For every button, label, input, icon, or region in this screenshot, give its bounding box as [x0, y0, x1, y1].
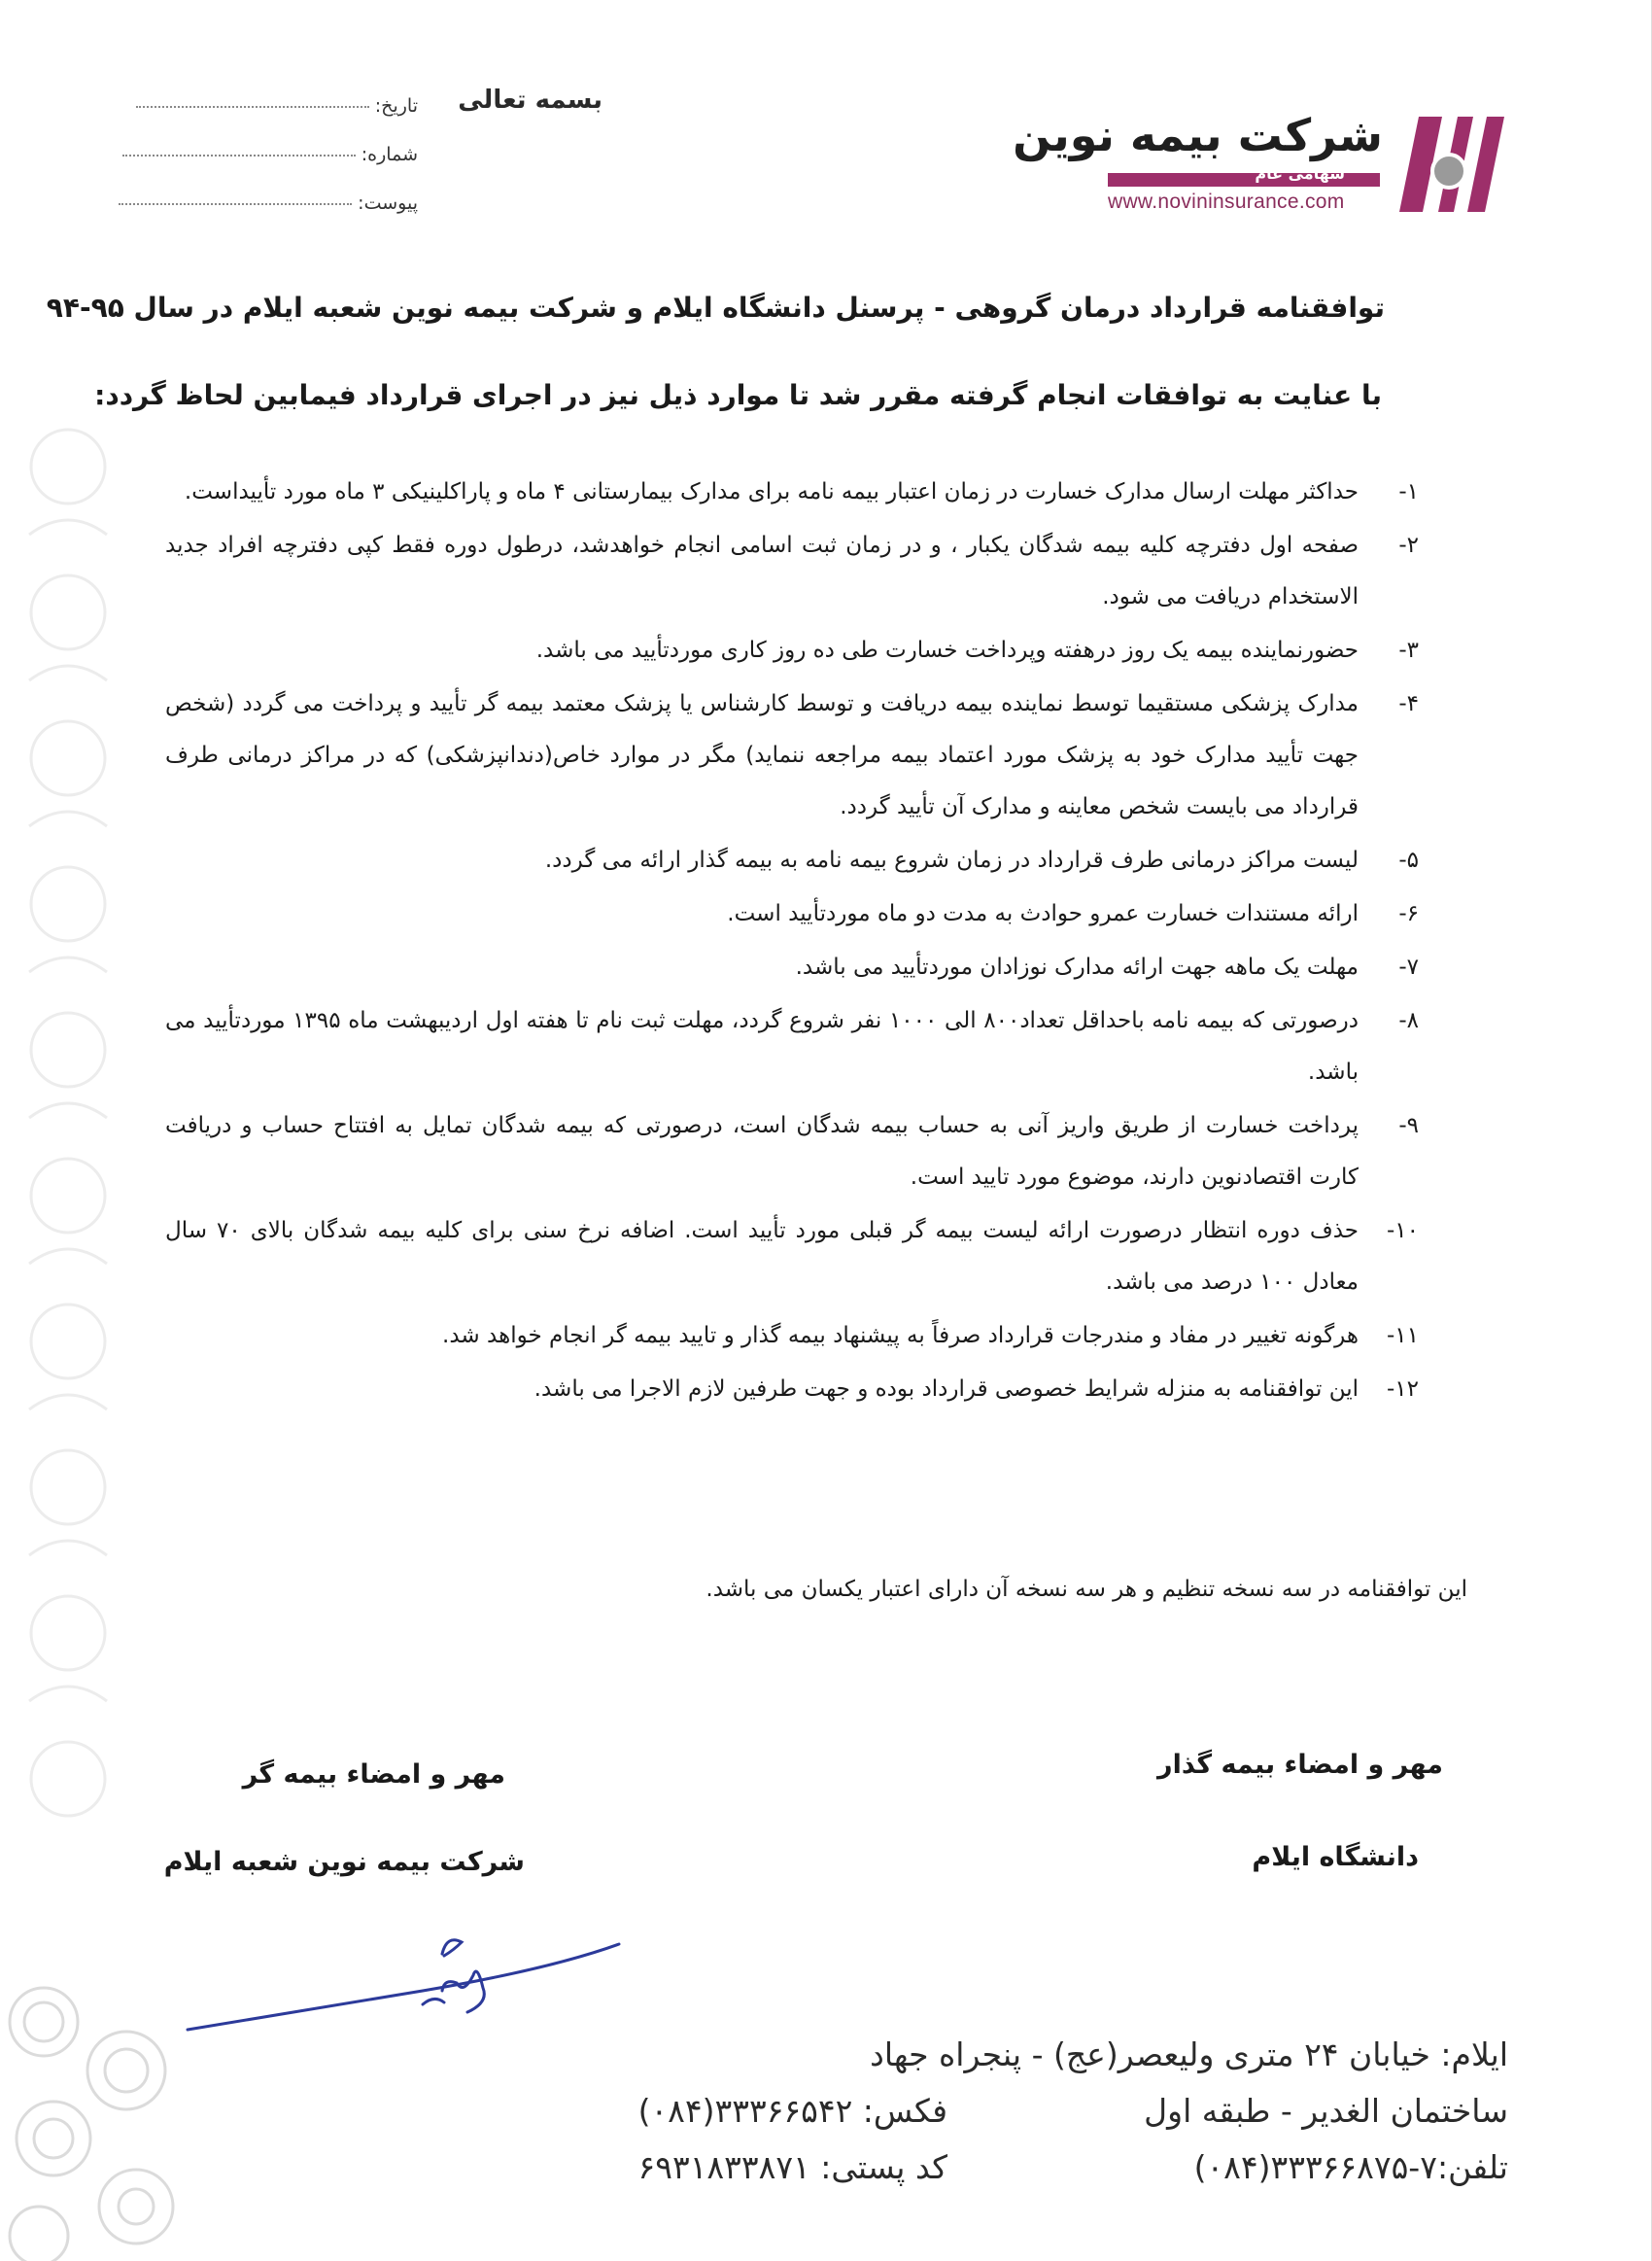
list-item	[165, 1205, 1419, 1308]
address-line-1: ایلام: خیابان ۲۴ متری ولیعصر(عج) - پنجراه جهاد	[870, 2035, 1508, 2073]
item-text: پرداخت خسارت از طریق واریز آنی به حساب بیمه شدگان است، درصورتی که بیمه شدگان تمایل به افتتاح حساب و دریافت کارت اقتصادنوین دارند، موضوع مورد تایید است.	[165, 1113, 1359, 1190]
item-text: لیست مراکز درمانی طرف قرارداد در زمان شروع بیمه نامه به بیمه گذار ارائه می گردد.	[544, 848, 1359, 873]
list-item	[165, 995, 1419, 1098]
list-item	[165, 835, 1419, 887]
terms-list	[165, 467, 1419, 1417]
closing-statement: این توافقنامه در سه نسخه تنظیم و هر سه نسخه آن دارای اعتبار یکسان می باشد.	[706, 1577, 1467, 1602]
number-label: شماره:	[361, 144, 418, 165]
item-text: مدارک پزشکی مستقیما توسط نماینده بیمه دریافت و توسط کارشناس یا پزشک معتمد بیمه گر تأیید و پرداخت می گردد (شخص جهت تأیید مدارک خود به پزشک مورد اعتماد بیمه مراجعه ننماید) مگر در موارد خاص(دندانپزشکی) که در مراکز درمانی طرف قرارداد می بایست شخص معاینه و مدارک آن تأیید گردد.	[165, 691, 1359, 819]
date-dotted-line	[136, 106, 369, 108]
company-name-logo: شرکت بیمه نوین	[1013, 109, 1383, 161]
date-label: تاریخ:	[374, 95, 418, 117]
item-number: ۵-	[1398, 848, 1419, 873]
list-item	[165, 520, 1419, 623]
list-item	[165, 1100, 1419, 1203]
attachment-field	[119, 192, 418, 214]
item-number: ۱۰-	[1386, 1218, 1419, 1243]
insurer-name: شرکت بیمه نوین شعبه ایلام	[163, 1847, 525, 1877]
item-number: ۶-	[1398, 901, 1419, 926]
document-title: توافقنامه قرارداد درمان گروهی - پرسنل دانشگاه ایلام و شرکت بیمه نوین شعبه ایلام در سال ۹۵-۹۴	[46, 292, 1385, 324]
postal-code: کد پستی: ۶۹۳۱۸۳۳۸۷۱	[637, 2148, 947, 2186]
attachment-dotted-line	[119, 203, 352, 205]
list-item	[165, 1364, 1419, 1415]
item-text: صفحه اول دفترچه کلیه بیمه شدگان یکبار ، و در زمان ثبت اسامی انجام خواهدشد، درطول دوره فقط کپی دفترچه افراد جدید الاستخدام دریافت می شود.	[165, 533, 1359, 609]
basmala-heading: بسمه تعالی	[458, 86, 602, 115]
item-text: مهلت یک ماهه جهت ارائه مدارک نوزادان موردتأیید می باشد.	[795, 955, 1359, 980]
item-text: حضورنماینده بیمه یک روز درهفته وپرداخت خسارت طی ده روز کاری موردتأیید می باشد.	[535, 638, 1359, 663]
item-number: ۴-	[1398, 691, 1419, 716]
address-line-2: ساختمان الغدیر - طبقه اول	[1144, 2092, 1508, 2130]
list-item	[165, 888, 1419, 940]
list-item	[165, 1310, 1419, 1362]
item-number: ۷-	[1398, 955, 1419, 980]
item-number: ۸-	[1398, 1008, 1419, 1033]
item-text: این توافقنامه به منزله شرایط خصوصی قرارداد بوده و جهت طرفین لازم الاجرا می باشد.	[533, 1376, 1359, 1402]
logo-subtitle: سهامی عام	[1255, 164, 1345, 183]
item-text: درصورتی که بیمه نامه باحداقل تعداد۸۰۰ الی ۱۰۰۰ نفر شروع گردد، مهلت ثبت نام تا هفته اول اردیبهشت ماه ۱۳۹۵ موردتأیید می باشد.	[165, 1008, 1359, 1085]
fax-number: فکس: ۳۳۳۶۶۵۴۲(۰۸۴)	[637, 2092, 947, 2130]
item-text: حداکثر مهلت ارسال مدارک خسارت در زمان اعتبار بیمه نامه برای مدارک بیمارستانی ۴ ماه و پاراکلینیکی ۳ ماه مورد تأییداست.	[184, 479, 1359, 504]
item-text: ارائه مستندات خسارت عمرو حوادث به مدت دو ماه موردتأیید است.	[727, 901, 1359, 926]
phone-number: تلفن:۷-۳۳۳۶۶۸۷۵(۰۸۴)	[1193, 2148, 1508, 2186]
item-text: حذف دوره انتظار درصورت ارائه لیست بیمه گر قبلی مورد تأیید است. اضافه نرخ سنی برای کلیه بیمه شدگان بالای ۷۰ سال معادل ۱۰۰ درصد می باشد.	[165, 1218, 1359, 1295]
item-number: ۱۲-	[1386, 1376, 1419, 1402]
item-text: هرگونه تغییر در مفاد و مندرجات قرارداد صرفاً به پیشنهاد بیمه گذار و تایید بیمه گر انجام خواهد شد.	[442, 1323, 1359, 1348]
item-number: ۳-	[1398, 638, 1419, 663]
decorative-corner-ornament	[0, 1964, 194, 2261]
item-number: ۲-	[1398, 533, 1419, 558]
list-item	[165, 625, 1419, 677]
number-dotted-line	[122, 155, 356, 157]
policyholder-seal-label: مهر و امضاء بیمه گذار	[1157, 1750, 1443, 1780]
item-number: ۹-	[1398, 1113, 1419, 1138]
attachment-label: پیوست:	[358, 192, 418, 214]
handwritten-signature	[180, 1934, 627, 2051]
company-logo-icon	[1397, 115, 1506, 214]
date-field	[136, 95, 418, 117]
item-number: ۱۱-	[1386, 1323, 1419, 1348]
item-number: ۱-	[1398, 479, 1419, 504]
list-item	[165, 942, 1419, 993]
company-website: www.novininsurance.com	[1108, 191, 1345, 213]
list-item	[165, 678, 1419, 833]
list-item	[165, 467, 1419, 518]
number-field	[122, 144, 418, 165]
insurer-seal-label: مهر و امضاء بیمه گر	[242, 1759, 505, 1790]
policyholder-name: دانشگاه ایلام	[1252, 1842, 1419, 1872]
document-intro: با عنایت به توافقات انجام گرفته مقرر شد تا موارد ذیل نیز در اجرای قرارداد فیمابین لحاظ گردد:	[94, 379, 1382, 411]
